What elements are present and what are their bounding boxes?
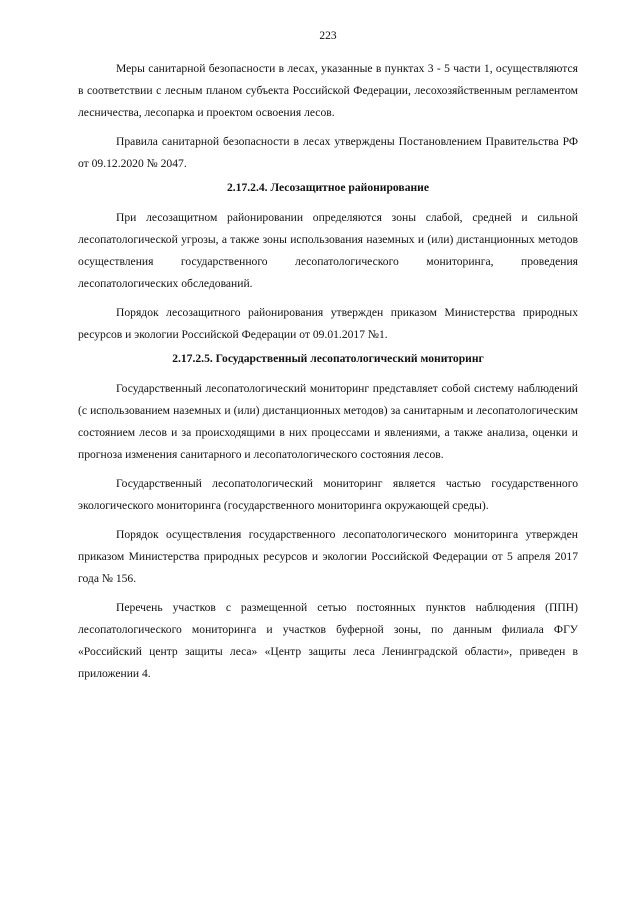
section-heading-monitoring: 2.17.2.5. Государственный лесопатологический мониторинг — [172, 352, 484, 365]
section-heading-zoning: 2.17.2.4. Лесозащитное районирование — [226, 181, 429, 194]
paragraph-monitoring-plots-list: Перечень участков с размещенной сетью постоянных пунктов наблюдения (ППН) лесопатологического мониторинга и участков буферной зоны, по данным филиала ФГУ «Российский центр защиты леса» «Центр защиты леса Ленинградской области», приведен в приложении 4. — [78, 601, 578, 680]
paragraph-monitoring-order: Порядок осуществления государственного лесопатологического мониторинга утвержден приказом Министерства природных ресурсов и экологии Российской Федерации от 5 апреля 2017 года № 156. — [78, 528, 578, 585]
paragraph-monitoring-part-of: Государственный лесопатологический мониторинг является частью государственного экологического мониторинга (государственного мониторинга окружающей среды). — [78, 477, 578, 512]
paragraph-monitoring-definition: Государственный лесопатологический мониторинг представляет собой систему наблюдений (с использованием наземных и (или) дистанционных методов) за санитарным и лесопатологическим состоянием лесов и за происходящими в них процессами и явлениями, а также анализа, оценки и прогноза изменения санитарного и лесопатологического состояния лесов. — [78, 382, 578, 461]
paragraph-zoning-description: При лесозащитном районировании определяются зоны слабой, средней и сильной лесопатологической угрозы, а также зоны использования наземных и (или) дистанционных методов осуществления государственного лесопатологического мониторинга, проведения лесопатологических обследований. — [78, 211, 578, 290]
paragraph-sanitary-rules: Правила санитарной безопасности в лесах утверждены Постановлением Правительства РФ от 09.12.2020 № 2047. — [78, 135, 578, 170]
paragraph-zoning-order: Порядок лесозащитного районирования утвержден приказом Министерства природных ресурсов и экологии Российской Федерации от 09.01.2017 №1. — [78, 306, 578, 341]
paragraph-sanitary-measures: Меры санитарной безопасности в лесах, указанные в пунктах 3 - 5 части 1, осуществляются в соответствии с лесным планом субъекта Российской Федерации, лесохозяйственным регламентом лесничества, лесопарка и проектом освоения лесов. — [78, 62, 578, 119]
page-number: 223 — [319, 30, 337, 42]
